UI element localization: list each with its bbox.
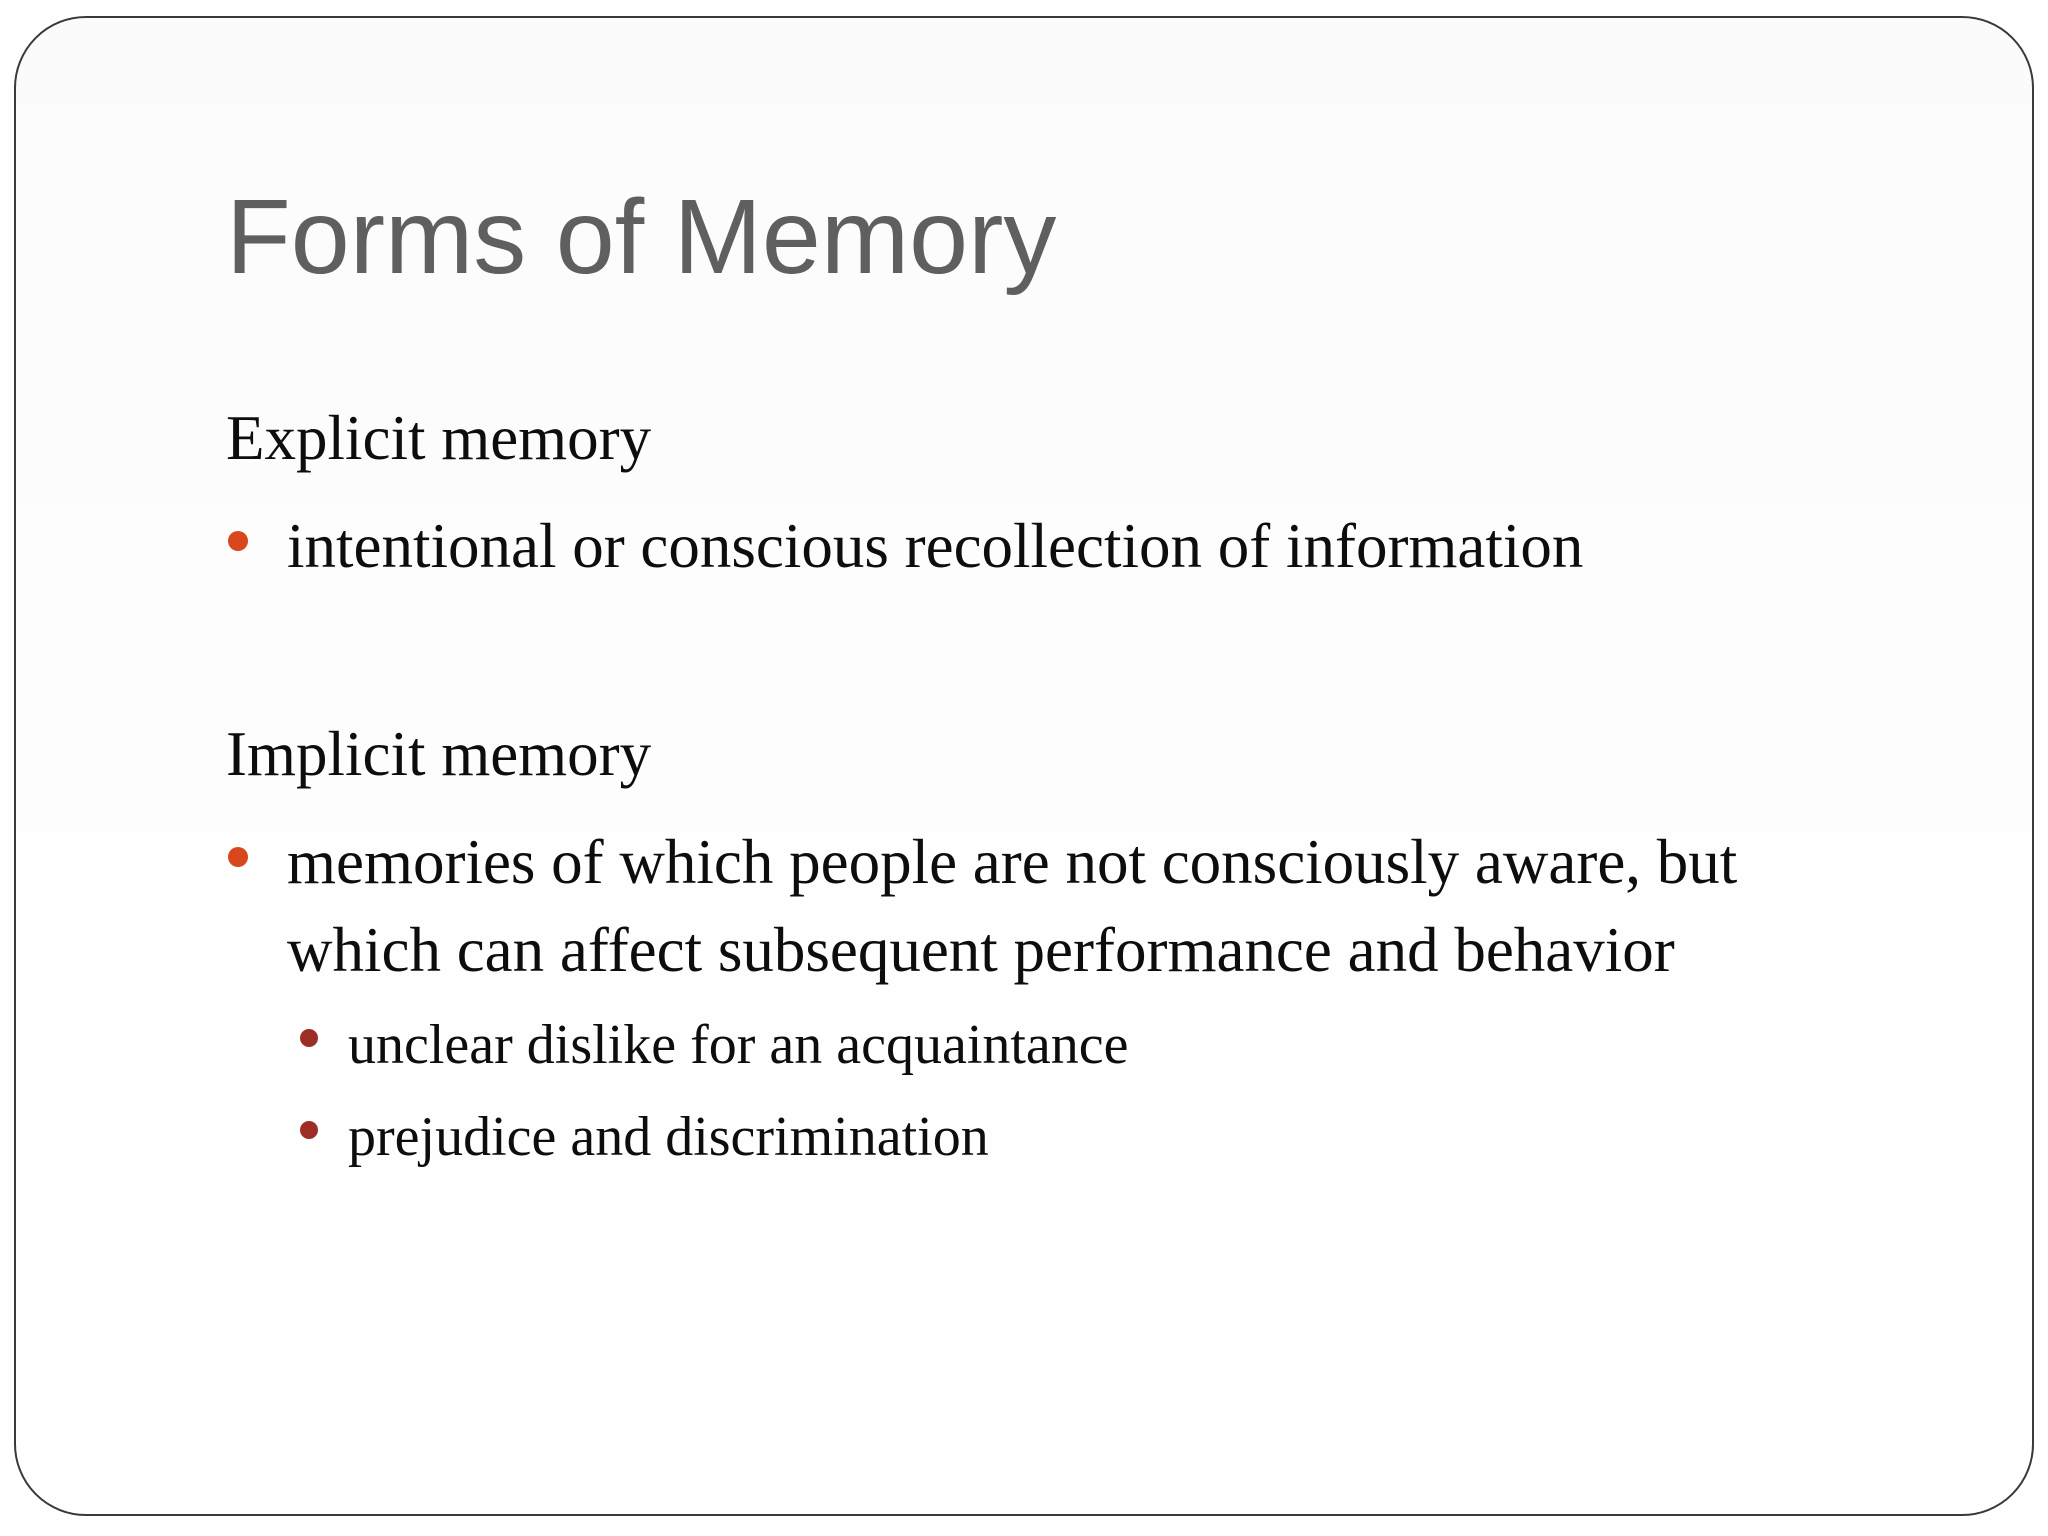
sub-bullet-item — [300, 1006, 1129, 1084]
bullet-text: intentional or conscious recollection of information — [287, 511, 1584, 581]
bullet-text-line: which can affect subsequent performance and behavior — [287, 915, 1675, 985]
sub-bullet-text: unclear dislike for an acquaintance — [348, 1014, 1129, 1076]
sub-bullet-item — [300, 1098, 989, 1176]
bullet-item — [226, 818, 1737, 994]
sub-bullet-text: prejudice and discrimination — [348, 1106, 989, 1168]
section-heading-explicit: Explicit memory — [226, 403, 652, 473]
bullet-text — [287, 818, 1737, 994]
sub-bullet-dot-icon — [300, 1029, 318, 1047]
bullet-dot-icon — [228, 847, 248, 867]
bullet-item — [226, 502, 1583, 590]
sub-bullet-dot-icon — [300, 1121, 318, 1139]
slide-title: Forms of Memory — [226, 178, 1057, 296]
bullet-text-line: memories of which people are not consciously aware, but — [287, 827, 1738, 897]
section-heading-implicit: Implicit memory — [226, 719, 652, 789]
bullet-dot-icon — [228, 531, 248, 551]
